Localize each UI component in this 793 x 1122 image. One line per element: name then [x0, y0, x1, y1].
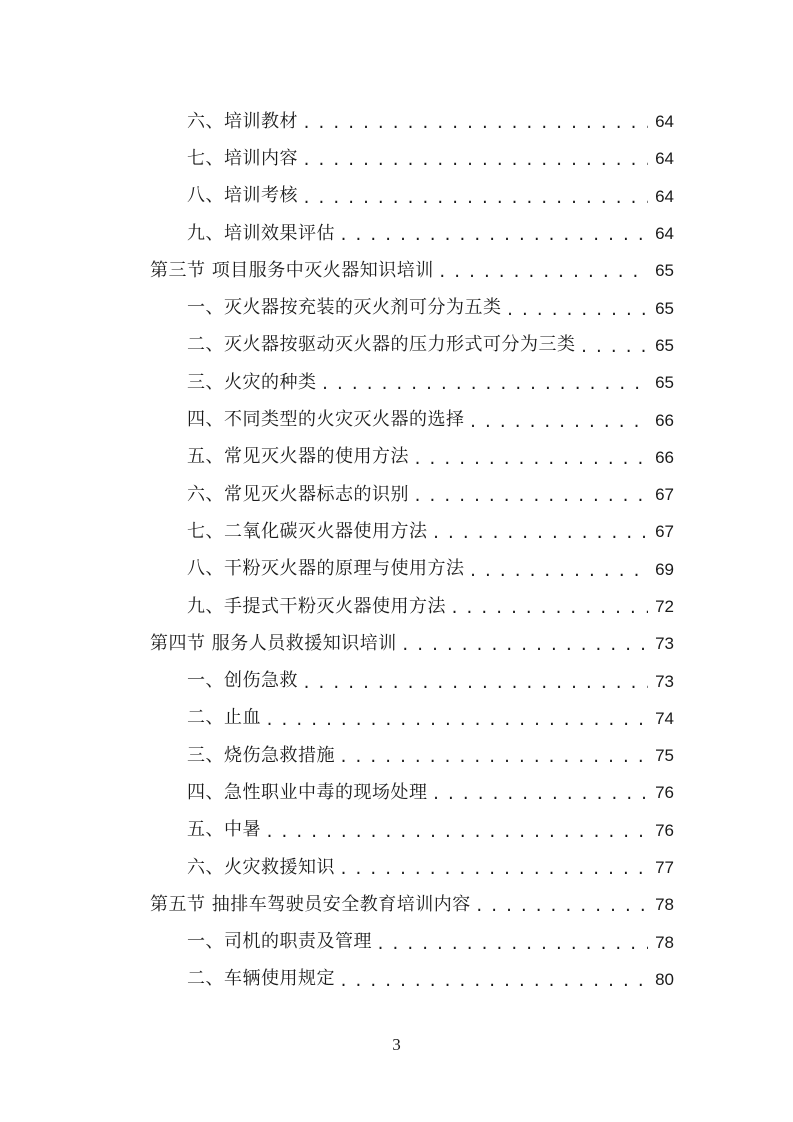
- toc-entry-title: 七、培训内容: [187, 147, 298, 169]
- toc-entry-page: 65: [655, 298, 674, 318]
- toc-dot-leader: [469, 564, 649, 579]
- toc-dot-leader: [450, 601, 648, 616]
- toc-entry-title: 五、中暑: [187, 819, 261, 841]
- toc-entry-title: 第四节 服务人员救援知识培训: [150, 632, 397, 654]
- toc-entry-page: 73: [655, 634, 674, 654]
- toc-entry-title: 二、车辆使用规定: [187, 968, 335, 990]
- toc-entry-page: 65: [655, 261, 674, 281]
- toc-subsection-entry[interactable]: [150, 140, 674, 177]
- toc-dot-leader: [339, 974, 648, 989]
- toc-subsection-entry[interactable]: [150, 961, 674, 998]
- toc-section-entry[interactable]: [150, 625, 674, 662]
- toc-entry-page: 64: [655, 224, 674, 244]
- toc-entry-page: 80: [655, 969, 674, 989]
- toc-dot-leader: [580, 340, 649, 355]
- toc-entry-page: 67: [655, 522, 674, 542]
- toc-entry-page: 69: [655, 559, 674, 579]
- toc-subsection-entry[interactable]: [150, 439, 674, 476]
- toc-entry-page: 64: [655, 149, 674, 169]
- toc-entry-title: 六、火灾救援知识: [187, 856, 335, 878]
- toc-entry-title: 第五节 抽排车驾驶员安全教育培训内容: [150, 893, 471, 915]
- toc-entry-title: 六、培训教材: [187, 110, 298, 132]
- page-number: 3: [392, 1035, 401, 1054]
- toc-subsection-entry[interactable]: [150, 700, 674, 737]
- toc-subsection-entry[interactable]: [150, 289, 674, 326]
- toc-dot-leader: [321, 377, 649, 392]
- toc-dot-leader: [475, 899, 648, 914]
- toc-entry-title: 四、不同类型的火灾灭火器的选择: [187, 409, 465, 431]
- toc-subsection-entry[interactable]: [150, 662, 674, 699]
- toc-entry-title: 三、烧伤急救措施: [187, 744, 335, 766]
- toc-dot-leader: [401, 638, 648, 653]
- toc-entry-title: 九、培训效果评估: [187, 222, 335, 244]
- toc-entry-title: 一、灭火器按充装的灭火剂可分为五类: [187, 297, 502, 319]
- toc-subsection-entry[interactable]: [150, 737, 674, 774]
- toc-subsection-entry[interactable]: [150, 103, 674, 140]
- toc-entry-page: 78: [655, 895, 674, 915]
- toc-dot-leader: [438, 265, 648, 280]
- toc-dot-leader: [339, 750, 648, 765]
- toc-subsection-entry[interactable]: [150, 513, 674, 550]
- toc-section-entry[interactable]: [150, 252, 674, 289]
- toc-dot-leader: [506, 303, 649, 318]
- toc-subsection-entry[interactable]: [150, 215, 674, 252]
- toc-entry-page: 66: [655, 447, 674, 467]
- toc-entry-title: 一、司机的职责及管理: [187, 931, 372, 953]
- toc-entry-page: 65: [655, 335, 674, 355]
- toc-dot-leader: [302, 676, 648, 691]
- toc-dot-leader: [302, 116, 648, 131]
- toc-dot-leader: [265, 713, 648, 728]
- toc-entry-page: 67: [655, 485, 674, 505]
- toc-subsection-entry[interactable]: [150, 476, 674, 513]
- toc-subsection-entry[interactable]: [150, 588, 674, 625]
- toc-entry-title: 第三节 项目服务中灭火器知识培训: [150, 259, 434, 281]
- toc-entry-page: 77: [655, 858, 674, 878]
- toc-entry-page: 64: [655, 186, 674, 206]
- toc-entry-page: 64: [655, 112, 674, 132]
- toc-dot-leader: [339, 862, 648, 877]
- toc-entry-title: 五、常见灭火器的使用方法: [187, 446, 409, 468]
- toc-subsection-entry[interactable]: [150, 364, 674, 401]
- toc-dot-leader: [432, 526, 649, 541]
- toc-subsection-entry[interactable]: [150, 178, 674, 215]
- toc-entry-page: 72: [655, 597, 674, 616]
- table-of-contents: [150, 103, 674, 998]
- toc-subsection-entry[interactable]: [150, 774, 674, 811]
- toc-dot-leader: [302, 191, 648, 206]
- toc-entry-title: 八、干粉灭火器的原理与使用方法: [187, 558, 465, 580]
- toc-section-entry[interactable]: [150, 886, 674, 923]
- toc-entry-title: 六、常见灭火器标志的识别: [187, 483, 409, 505]
- toc-subsection-entry[interactable]: [150, 849, 674, 886]
- toc-entry-title: 八、培训考核: [187, 185, 298, 207]
- toc-entry-page: 76: [655, 820, 674, 840]
- toc-entry-title: 九、手提式干粉灭火器使用方法: [187, 595, 446, 617]
- toc-subsection-entry[interactable]: [150, 551, 674, 588]
- toc-dot-leader: [413, 452, 648, 467]
- toc-subsection-entry[interactable]: [150, 401, 674, 438]
- toc-dot-leader: [469, 415, 649, 430]
- toc-subsection-entry[interactable]: [150, 812, 674, 849]
- toc-entry-title: 四、急性职业中毒的现场处理: [187, 781, 428, 803]
- toc-entry-page: 65: [655, 373, 674, 393]
- toc-dot-leader: [413, 489, 648, 504]
- toc-entry-title: 三、火灾的种类: [187, 371, 317, 393]
- toc-entry-title: 一、创伤急救: [187, 670, 298, 692]
- toc-entry-page: 73: [655, 671, 674, 691]
- toc-dot-leader: [432, 787, 649, 802]
- toc-dot-leader: [339, 228, 648, 243]
- toc-entry-title: 七、二氧化碳灭火器使用方法: [187, 520, 428, 542]
- toc-subsection-entry[interactable]: [150, 924, 674, 961]
- toc-dot-leader: [302, 153, 648, 168]
- toc-subsection-entry[interactable]: [150, 327, 674, 364]
- toc-entry-page: 74: [655, 708, 674, 728]
- toc-entry-page: 66: [655, 410, 674, 430]
- toc-dot-leader: [265, 825, 648, 840]
- toc-entry-page: 78: [655, 932, 674, 952]
- toc-entry-page: 75: [655, 746, 674, 766]
- toc-dot-leader: [376, 937, 648, 952]
- toc-entry-title: 二、止血: [187, 707, 261, 729]
- toc-entry-page: 76: [655, 783, 674, 803]
- toc-entry-title: 二、灭火器按驱动灭火器的压力形式可分为三类: [187, 334, 576, 356]
